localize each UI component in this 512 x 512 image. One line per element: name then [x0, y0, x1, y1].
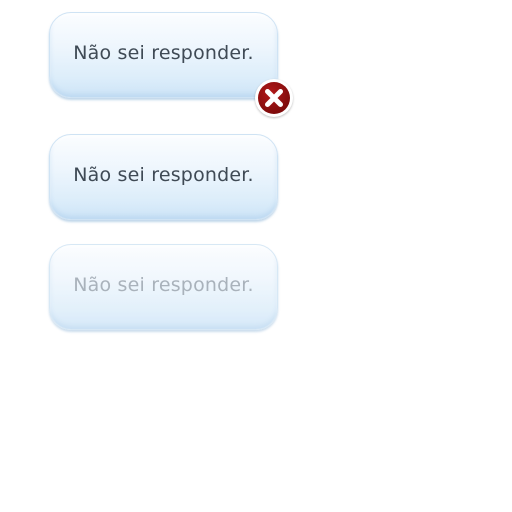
answer-option-label: Não sei responder. [73, 274, 254, 296]
wrong-answer-icon [255, 79, 293, 117]
answer-option-label: Não sei responder. [73, 42, 254, 64]
answer-option[interactable] [49, 134, 278, 220]
answer-option-wrong[interactable] [49, 12, 278, 98]
answer-option-disabled [49, 244, 278, 330]
answer-option-label: Não sei responder. [73, 164, 254, 186]
